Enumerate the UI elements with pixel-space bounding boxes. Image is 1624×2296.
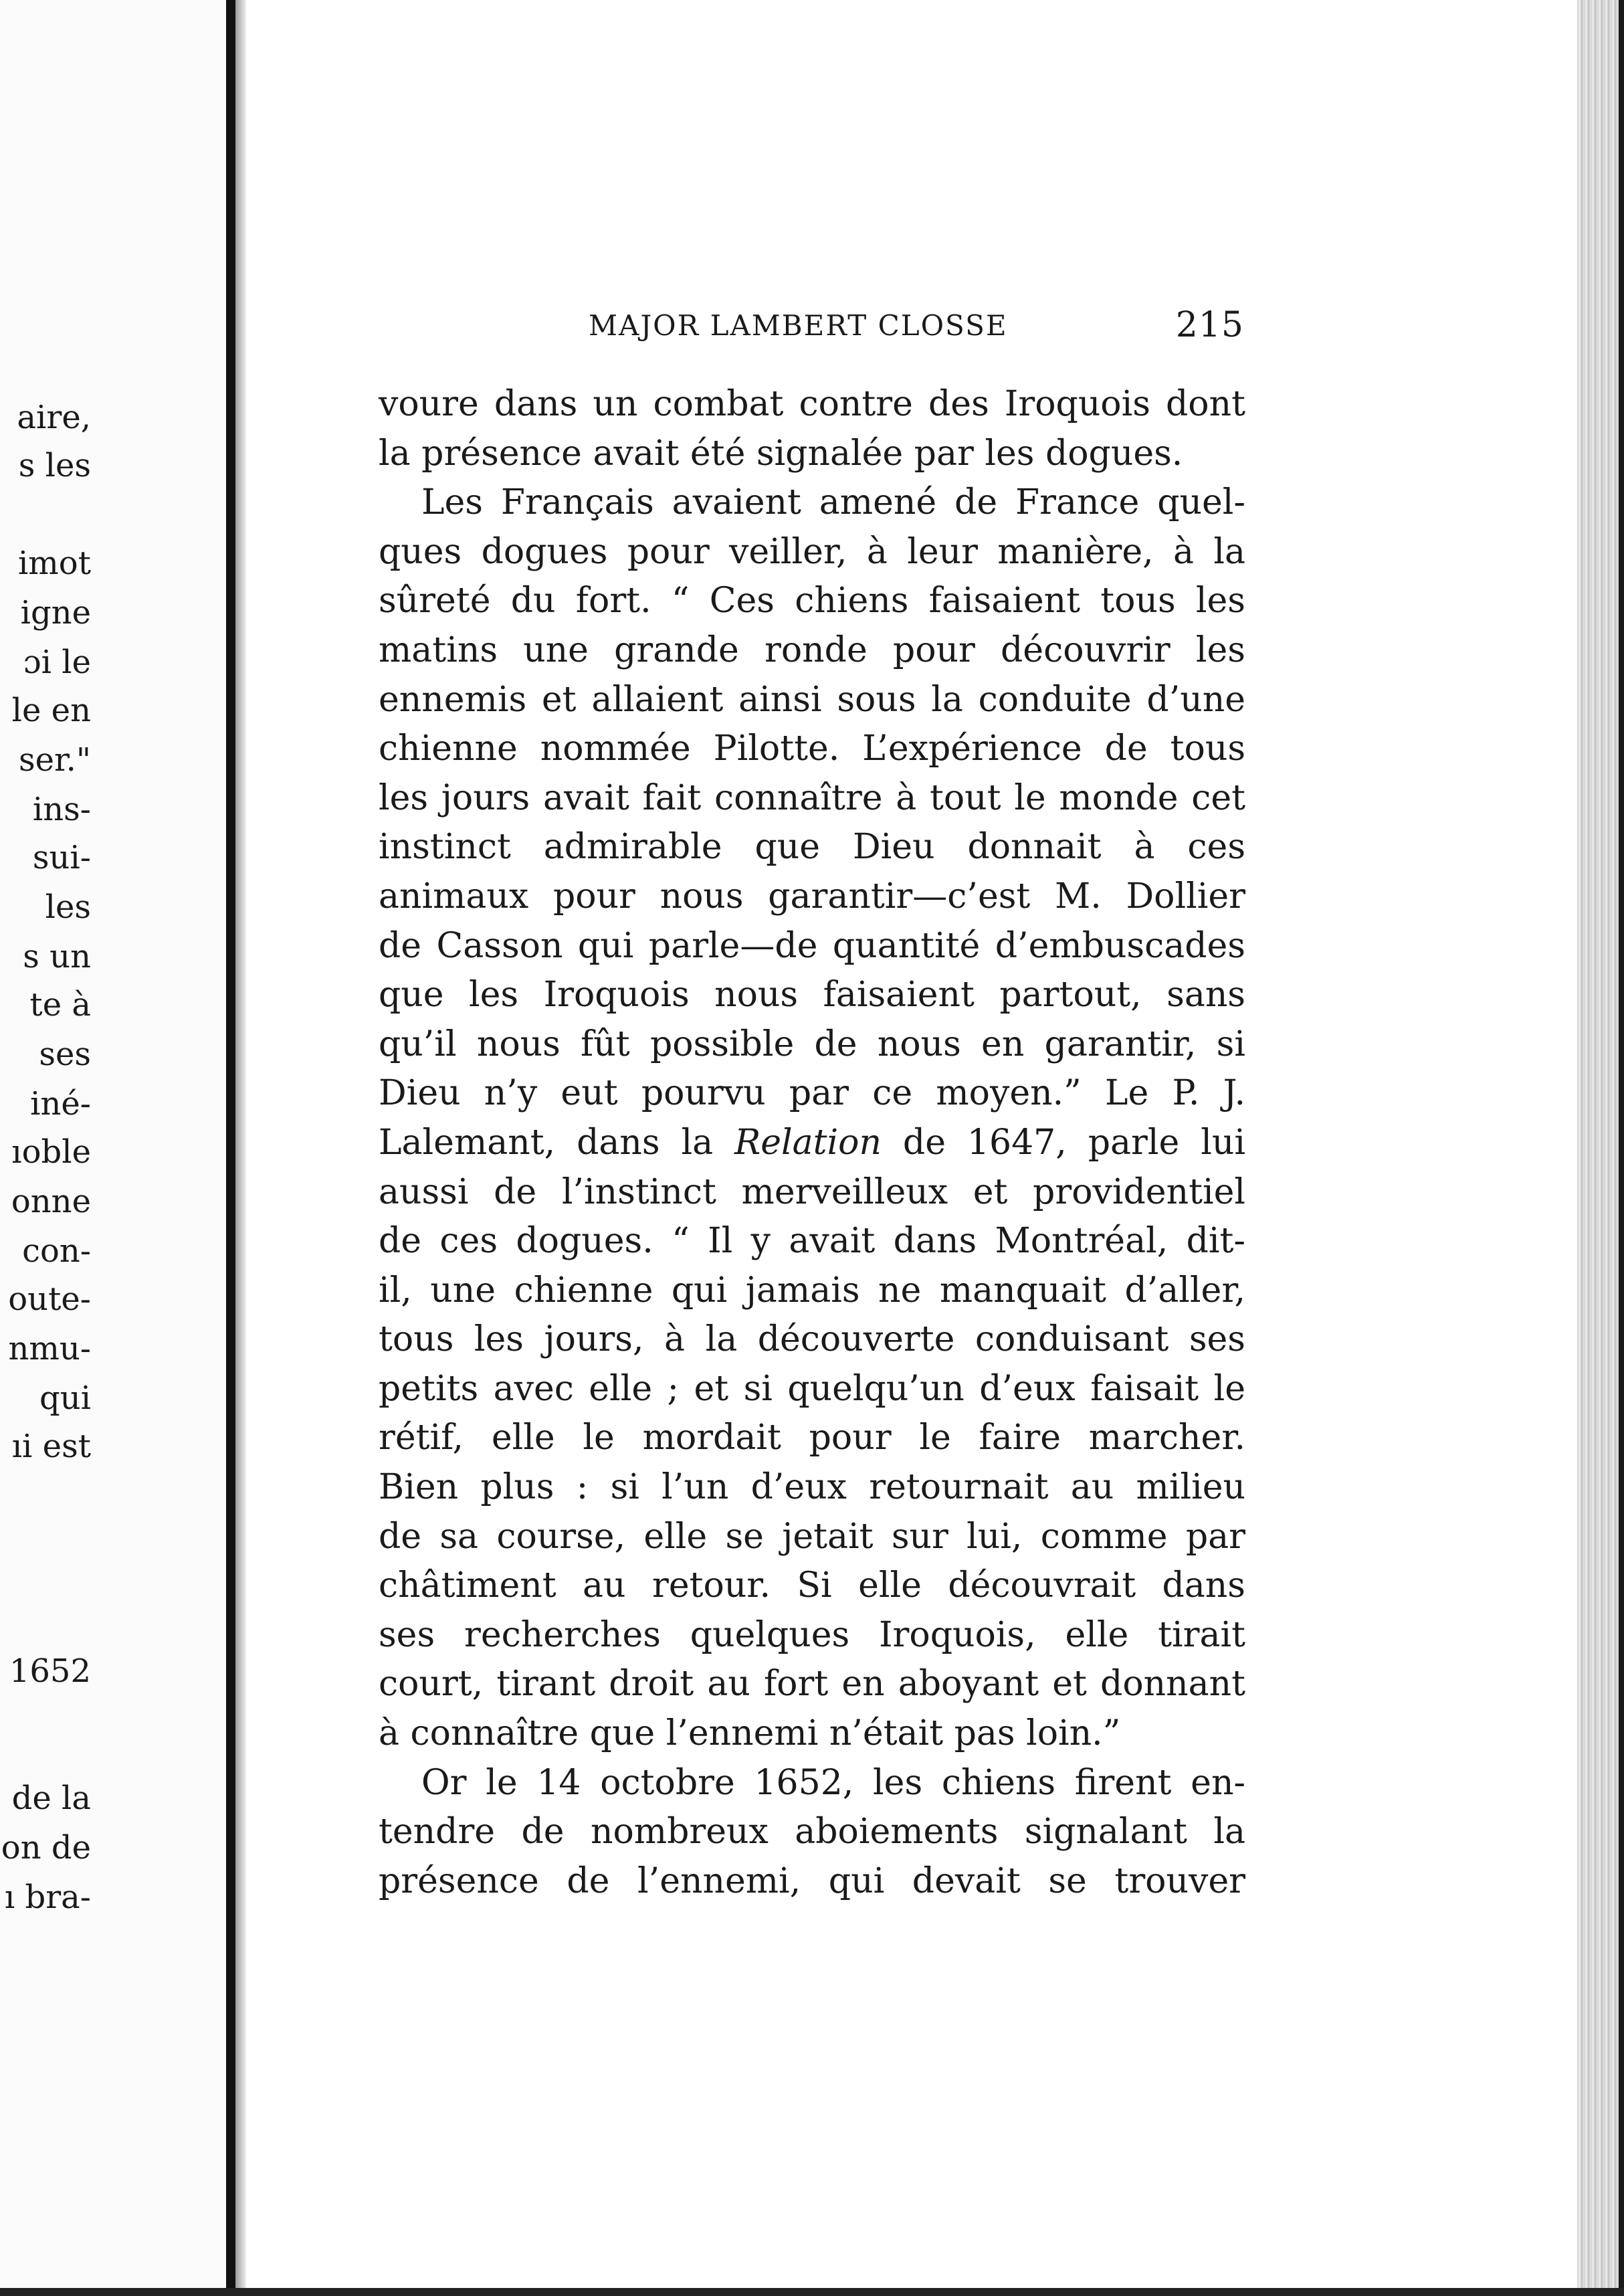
text-line: Bien plus : si l’un d’eux retournait au milieu [379,1467,1245,1508]
text-line: Les Français avaient amené de France quel- [421,482,1245,523]
previous-page-line: nmu- [8,1330,91,1367]
text-line: qu’il nous fût possible de nous en garantir, si [379,1024,1245,1064]
previous-page-line: te à [29,986,91,1024]
scan-border-right [1619,0,1624,2296]
text-line: de Casson qui parle—de quantité d’embuscades [379,925,1245,966]
text-line: châtiment au retour. Si elle découvrait dans [379,1565,1245,1606]
scan-border-bottom [0,2288,1624,2296]
text-line: que les Iroquois nous faisaient partout, sans [379,975,1245,1016]
text-line: court, tirant droit au fort en aboyant et donnant [379,1664,1245,1705]
text-line: ses recherches quelques Iroquois, elle tirait [379,1614,1245,1655]
text-line: présence de l’ennemi, qui devait se trouver [379,1860,1245,1901]
text-line: animaux pour nous garantir—c’est M. Dollier [379,876,1245,917]
page-number: 215 [1175,305,1244,345]
book-spine [226,0,235,2296]
previous-page-line: con- [22,1232,91,1270]
page-edges [1577,0,1624,2296]
previous-page-line: ıoble [11,1133,91,1171]
text-line: de ces dogues. “ Il y avait dans Montréal, dit- [379,1221,1245,1262]
previous-page-line: 1652 [9,1652,91,1690]
text-line: rétif, elle le mordait pour le faire marcher. [379,1418,1245,1458]
previous-page-line: igne [20,594,91,632]
text-line: à connaître que l’ennemi n’était pas loin.” [379,1713,1121,1754]
text-line: la présence avait été signalée par les dogues. [379,433,1183,474]
text-line: petits avec elle ; et si quelqu’un d’eux faisait le [379,1368,1245,1409]
text-line: voure dans un combat contre des Iroquois dont [379,384,1245,424]
previous-page-line: s un [23,938,91,975]
text-line: aussi de l’instinct merveilleux et providentiel [379,1171,1245,1212]
text-line: Dieu n’y eut pourvu par ce moyen.” Le P. J. [379,1073,1245,1114]
text-line: les jours avait fait connaître à tout le monde cet [379,777,1245,818]
text-line: de sa course, elle se jetait sur lui, comme par [379,1516,1245,1557]
running-head: MAJOR LAMBERT CLOSSE [589,309,1008,342]
page-header [381,305,1244,349]
previous-page-line: imot [17,545,91,582]
previous-page-line: les [45,888,91,926]
text-line: Lalemant, dans la Relation de 1647, parle lui [379,1122,1245,1163]
previous-page-line: sui- [32,839,91,876]
previous-page-line: aire, [17,399,91,436]
previous-page-line: ser." [18,741,91,779]
previous-page-line: le en [11,692,91,729]
text-line: Or le 14 octobre 1652, les chiens firent en- [421,1762,1245,1803]
previous-page-line: ins- [32,791,91,828]
previous-page-line: on de [1,1829,91,1867]
gutter-shadow [235,0,246,2296]
previous-page-line: ɔi le [23,644,91,681]
previous-page-line: ıi est [11,1428,91,1465]
previous-page-line: iné- [30,1085,91,1123]
text-line: ennemis et allaient ainsi sous la conduite d’une [379,679,1245,720]
previous-page-line: ı bra- [4,1879,91,1916]
previous-page-line: onne [11,1183,91,1220]
text-line: tendre de nombreux aboiements signalant la [379,1812,1245,1852]
text-line: ques dogues pour veiller, à leur manière, à la [379,531,1245,572]
body-text [379,380,1245,1906]
previous-page-line: ses [39,1036,91,1073]
previous-page-line: de la [11,1780,91,1817]
text-line: il, une chienne qui jamais ne manquait d’aller, [379,1270,1245,1311]
text-line: matins une grande ronde pour découvrir les [379,630,1245,670]
previous-page-line: s les [18,447,91,484]
text-line: tous les jours, à la découverte conduisant ses [379,1319,1245,1360]
text-line: instinct admirable que Dieu donnait à ces [379,827,1245,868]
text-line: chienne nommée Pilotte. L’expérience de tous [379,729,1245,769]
previous-page-line: oute- [8,1280,91,1318]
text-line: sûreté du fort. “ Ces chiens faisaient tous les [379,581,1245,621]
previous-page-line: qui [39,1379,91,1417]
